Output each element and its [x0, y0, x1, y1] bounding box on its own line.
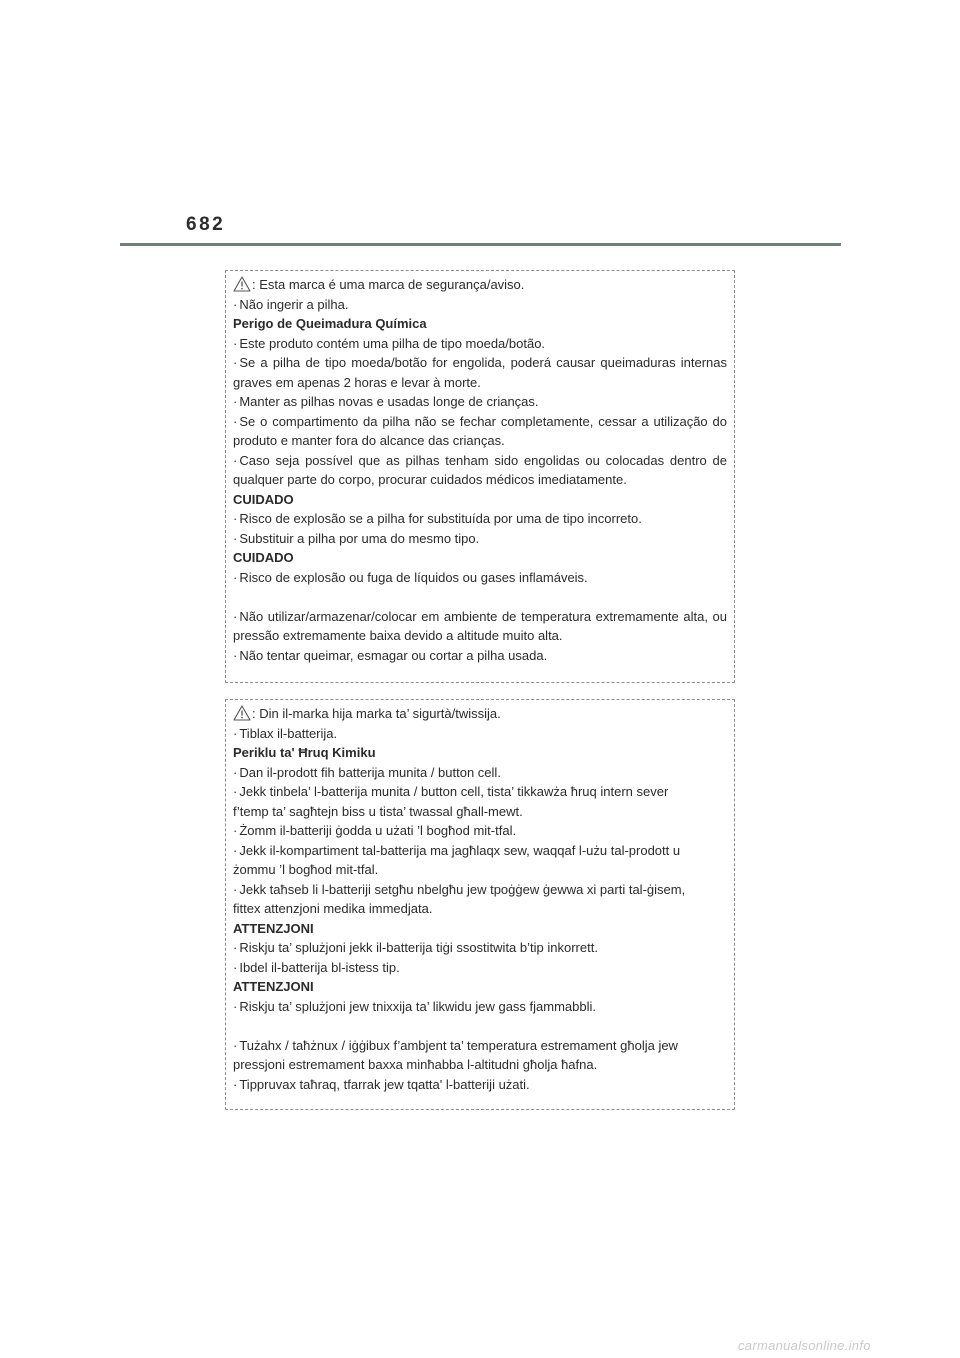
bullet-if-swallowed-line2: f’temp ta’ sagħtejn biss u tista’ twassal għall-mewt. — [233, 803, 523, 819]
bullet-if-swallowed-line1: · Jekk tinbela’ l-batterija munita / button cell, tista’ tikkawża ħruq intern sever — [233, 782, 727, 802]
warning-triangle-icon — [233, 276, 251, 292]
warning-triangle-icon — [233, 705, 251, 721]
bullet-temperature-line2: pressjoni estremament baxxa minħabba l-altitudni għolja ħafna. — [233, 1057, 598, 1072]
bullet-compartment: · Se o compartimento da pilha não se fechar completamente, cessar a utilização do produto e manter fora do alcance das crianças. — [233, 412, 727, 451]
bullet-compartment-line2: żommu ’l bogħod mit-tfal. — [233, 862, 379, 877]
header-rule — [120, 243, 841, 246]
spacer — [233, 587, 727, 607]
bullet-contains-cell: · Dan il-prodott fih batterija munita / button cell. — [233, 763, 727, 783]
hazard-title: Periklu ta' Ħruq Kimiku — [233, 745, 376, 760]
icon-note: : Din il-marka hija marka ta’ sigurtà/twissija. — [233, 704, 727, 724]
bullet-keep-away: · Żomm il-batteriji ġodda u użati ’l bogħod mit-tfal. — [233, 821, 727, 841]
bullet-keep-away: · Manter as pilhas novas e usadas longe de crianças. — [233, 392, 727, 412]
hazard-title: Perigo de Queimadura Química — [233, 316, 427, 331]
bullet-explosion-risk: · Risco de explosão se a pilha for substituída por uma de tipo incorreto. — [233, 509, 727, 529]
bullet-explosion-risk: · Riskju ta’ splużjoni jekk il-batterija tiġi ssostitwita b’tip inkorrett. — [233, 938, 727, 958]
bullet-no-ingest: · Tiblax il-batterija. — [233, 724, 727, 744]
bullet-no-burn: · Não tentar queimar, esmagar ou cortar a pilha usada. — [233, 646, 727, 666]
warning-box-maltese — [225, 699, 735, 1110]
caution-heading-1: CUIDADO — [233, 491, 294, 507]
page-number: 682 — [186, 214, 226, 235]
bullet-if-swallowed: · Se a pilha de tipo moeda/botão for engolida, poderá causar queimaduras internas graves em apenas 2 horas e levar à morte. — [233, 353, 727, 392]
bullet-leak-risk: · Risco de explosão ou fuga de líquidos ou gases inflamáveis. — [233, 568, 727, 588]
caution-heading-2: CUIDADO — [233, 550, 294, 565]
bullet-medical-line2: fittex attenzjoni medika immedjata. — [233, 901, 433, 916]
bullet-temperature: · Não utilizar/armazenar/colocar em ambiente de temperatura extremamente alta, ou pressão extremamente baixa devido a altitude muito alta. — [233, 607, 727, 646]
caution-heading-1: ATTENZJONI — [233, 920, 314, 936]
caution-heading-2: ATTENZJONI — [233, 979, 314, 994]
bullet-replace-same: · Ibdel il-batterija bl-istess tip. — [233, 958, 727, 978]
bullet-temperature-line1: · Tużahx / taħżnux / iġġibux f’ambjent ta’ temperatura estremament għolja jew — [233, 1036, 727, 1056]
warning-box-portuguese — [225, 270, 735, 683]
bullet-replace-same: · Substituir a pilha por uma do mesmo tipo. — [233, 529, 727, 549]
watermark: carmanualsonline.info — [738, 1338, 871, 1353]
bullet-no-burn: · Tippruvax taħraq, tfarrak jew tqatta' l-batteriji użati. — [233, 1075, 727, 1095]
bullet-contains-cell: · Este produto contém uma pilha de tipo moeda/botão. — [233, 334, 727, 354]
icon-note: : Esta marca é uma marca de segurança/aviso. — [233, 275, 727, 295]
spacer — [233, 1016, 727, 1036]
bullet-leak-risk: · Riskju ta’ splużjoni jew tnixxija ta’ likwidu jew gass fjammabbli. — [233, 997, 727, 1017]
bullet-medical: · Caso seja possível que as pilhas tenham sido engolidas ou colocadas dentro de qualquer parte do corpo, procurar cuidados médicos imediatamente. — [233, 451, 727, 490]
bullet-no-ingest: · Não ingerir a pilha. — [233, 295, 727, 315]
bullet-compartment-line1: · Jekk il-kompartiment tal-batterija ma jagħlaqx sew, waqqaf l-użu tal-prodott u — [233, 841, 727, 861]
bullet-medical-line1: · Jekk taħseb li l-batteriji setgħu nbelgħu jew tpoġġew ġewwa xi parti tal-ġisem, — [233, 880, 727, 900]
